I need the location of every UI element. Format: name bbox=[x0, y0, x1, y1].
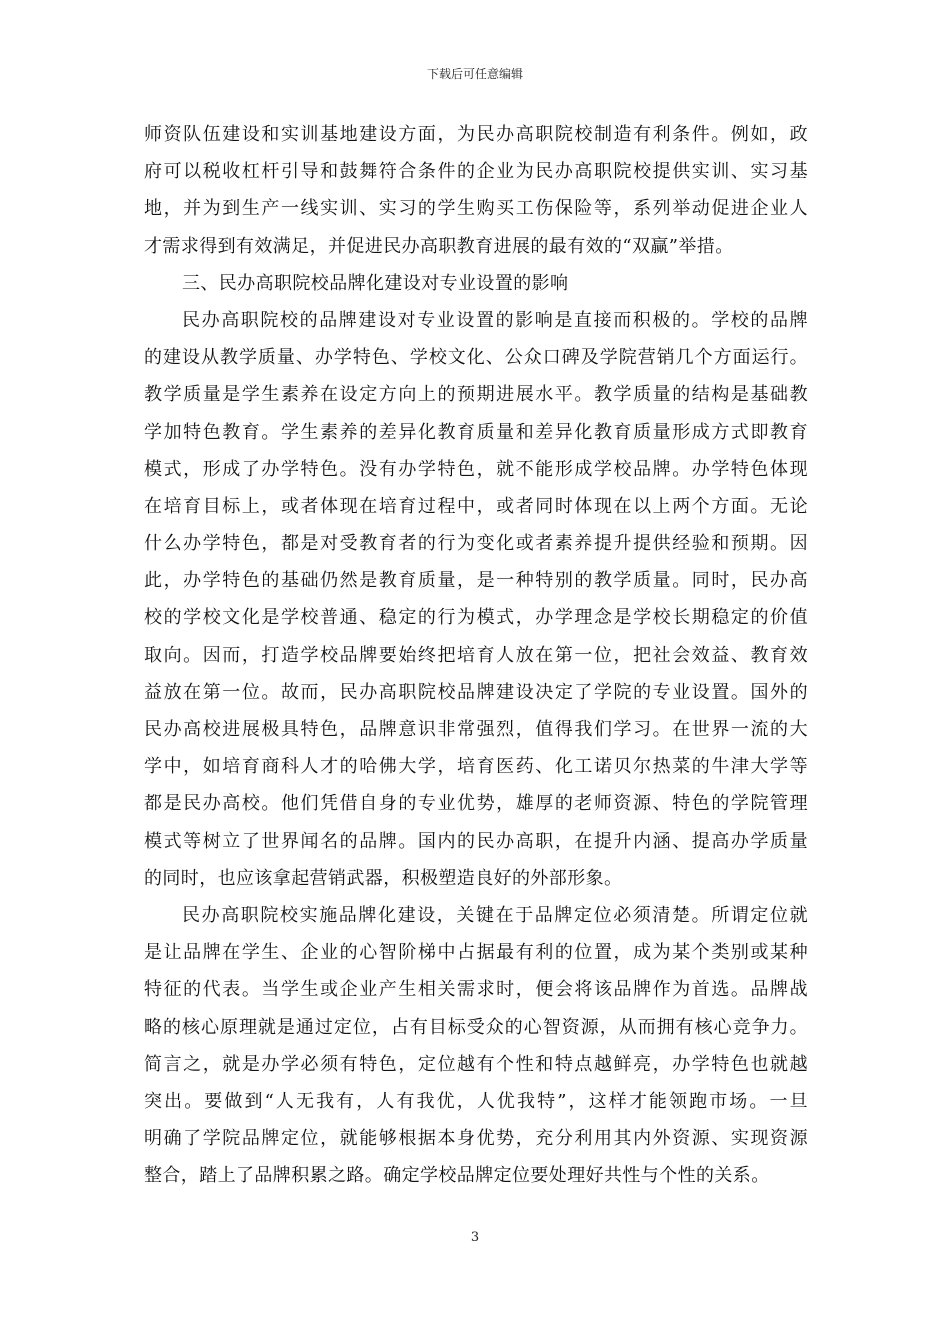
paragraph bbox=[144, 897, 808, 1195]
text-line: 整合，踏上了品牌积累之路。确定学校品牌定位要处理好共性与个性的关系。 bbox=[144, 1165, 770, 1187]
text-line: 三、民办高职院校品牌化建设对专业设置的影响 bbox=[182, 272, 569, 294]
text-line: 模式，形成了办学特色。没有办学特色，就不能形成学校品牌。办学特色体现 bbox=[144, 458, 808, 480]
text-line: 此，办学特色的基础仍然是教育质量，是一种特别的教学质量。同时，民办高 bbox=[144, 570, 808, 592]
text-line: 什么办学特色，都是对受教育者的行为变化或者素养提升提供经验和预期。因 bbox=[144, 533, 808, 555]
text-line: 才需求得到有效满足，并促进民办高职教育进展的最有效的“双赢”举措。 bbox=[144, 235, 734, 257]
text-line: 模式等树立了世界闻名的品牌。国内的民办高职，在提升内涵、提高办学质量 bbox=[144, 830, 808, 852]
paragraph bbox=[144, 302, 808, 897]
paragraph bbox=[144, 265, 808, 302]
page-number: 3 bbox=[470, 1230, 480, 1245]
text-line: 民办高职院校的品牌建设对专业设置的影响是直接而积极的。学校的品牌 bbox=[182, 309, 808, 331]
text-line: 民办高校进展极具特色，品牌意识非常强烈，值得我们学习。在世界一流的大 bbox=[144, 719, 808, 740]
text-line: 学加特色教育。学生素养的差异化教育质量和差异化教育质量形成方式即教育 bbox=[144, 421, 808, 443]
text-line: 取向。因而，打造学校品牌要始终把培育人放在第一位，把社会效益、教育效 bbox=[144, 644, 808, 666]
text-line: 在培育目标上，或者体现在培育过程中，或者同时体现在以上两个方面。无论 bbox=[144, 495, 808, 517]
paragraph bbox=[144, 116, 808, 265]
text-line: 突出。要做到“人无我有，人有我优，人优我特”，这样才能领跑市场。一旦 bbox=[144, 1090, 808, 1112]
text-line: 的建设从教学质量、办学特色、学校文化、公众口碑及学院营销几个方面运行。 bbox=[144, 347, 808, 369]
document-body bbox=[144, 116, 808, 1194]
text-line: 教学质量是学生素养在设定方向上的预期进展水平。教学质量的结构是基础教 bbox=[144, 384, 808, 406]
text-line: 益放在第一位。故而，民办高职院校品牌建设决定了学院的专业设置。国外的 bbox=[144, 681, 808, 703]
text-line: 略的核心原理就是通过定位，占有目标受众的心智资源，从而拥有核心竞争力。 bbox=[144, 1016, 808, 1038]
text-line: 是让品牌在学生、企业的心智阶梯中占据最有利的位置，成为某个类别或某种 bbox=[144, 942, 808, 964]
page-header-note: 下载后可任意编辑 bbox=[426, 67, 523, 81]
text-line: 的同时，也应该拿起营销武器，积极塑造良好的外部形象。 bbox=[144, 867, 623, 889]
text-line: 校的学校文化是学校普通、稳定的行为模式，办学理念是学校长期稳定的价值 bbox=[144, 607, 808, 629]
text-line: 师资队伍建设和实训基地建设方面，为民办高职院校制造有利条件。例如，政 bbox=[144, 124, 808, 145]
text-line: 简言之，就是办学必须有特色，定位越有个性和特点越鲜亮，办学特色也就越 bbox=[144, 1053, 808, 1075]
text-line: 地，并为到生产一线实训、实习的学生购买工伤保险等，系列举动促进企业人 bbox=[144, 198, 808, 220]
text-line: 府可以税收杠杆引导和鼓舞符合条件的企业为民办高职院校提供实训、实习基 bbox=[144, 161, 808, 183]
text-line: 都是民办高校。他们凭借自身的专业优势，雄厚的老师资源、特色的学院管理 bbox=[144, 793, 808, 815]
text-line: 民办高职院校实施品牌化建设，关键在于品牌定位必须清楚。所谓定位就 bbox=[182, 904, 808, 926]
text-line: 明确了学院品牌定位，就能够根据本身优势，充分利用其内外资源、实现资源 bbox=[144, 1128, 808, 1150]
text-line: 特征的代表。当学生或企业产生相关需求时，便会将该品牌作为首选。品牌战 bbox=[144, 979, 808, 1001]
text-line: 学中，如培育商科人才的哈佛大学，培育医药、化工诺贝尔热菜的牛津大学等 bbox=[144, 756, 808, 778]
